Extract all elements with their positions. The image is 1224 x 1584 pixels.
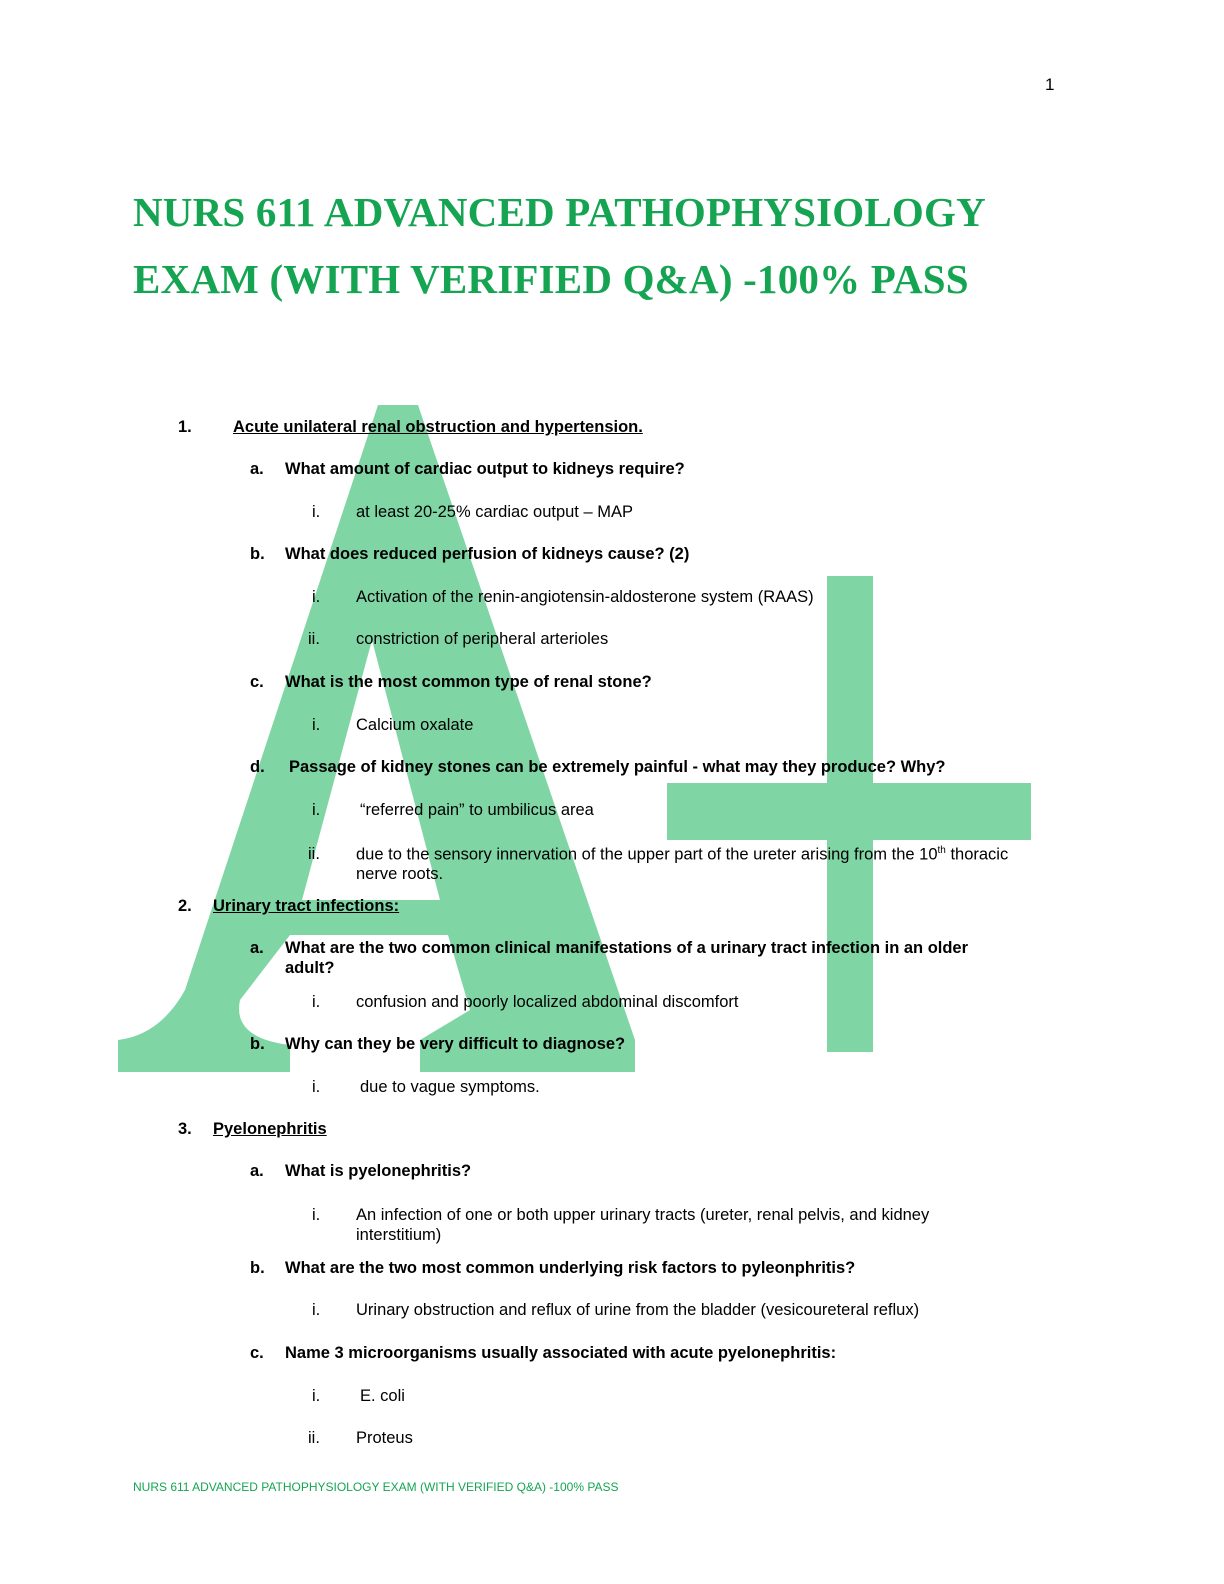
- answer-numeral: i.: [312, 1206, 321, 1224]
- answer-numeral: i.: [312, 503, 321, 521]
- page-number: 1: [1045, 75, 1055, 94]
- answer-text: Activation of the renin-angiotensin-aldosterone system (RAAS): [356, 588, 814, 606]
- answer-text: Calcium oxalate: [356, 716, 474, 734]
- answer-text: confusion and poorly localized abdominal discomfort: [356, 993, 739, 1011]
- section-heading: Urinary tract infections:: [213, 897, 400, 915]
- answer-numeral: i.: [312, 1078, 321, 1096]
- question-letter: a.: [250, 460, 264, 478]
- answer-text: at least 20-25% cardiac output – MAP: [356, 503, 633, 521]
- question-text: Name 3 microorganisms usually associated with acute pyelonephritis:: [285, 1344, 837, 1362]
- question-letter: c.: [250, 673, 264, 691]
- answer-text: constriction of peripheral arterioles: [356, 630, 609, 648]
- answer-text: E. coli: [360, 1387, 405, 1405]
- section-heading: Pyelonephritis: [213, 1120, 327, 1138]
- answer-text-continued: interstitium): [356, 1226, 442, 1244]
- answer-numeral: i.: [312, 993, 321, 1011]
- answer-text: An infection of one or both upper urinary tracts (ureter, renal pelvis, and kidney: [356, 1206, 930, 1224]
- answer-numeral: i.: [312, 1387, 321, 1405]
- document-title-line-1: NURS 611 ADVANCED PATHOPHYSIOLOGY: [133, 189, 986, 235]
- section-number: 3.: [178, 1120, 192, 1138]
- answer-text: due to the sensory innervation of the upper part of the ureter arising from the 10th thoracic: [356, 845, 1009, 864]
- question-text: What is the most common type of renal stone?: [285, 673, 652, 691]
- question-text: What is pyelonephritis?: [285, 1162, 472, 1180]
- answer-numeral: i.: [312, 801, 321, 819]
- question-letter: c.: [250, 1344, 264, 1362]
- question-text: Why can they be very difficult to diagnose?: [285, 1035, 626, 1053]
- answer-text: due to vague symptoms.: [360, 1078, 540, 1096]
- answer-numeral: i.: [312, 1301, 321, 1319]
- question-letter: a.: [250, 1162, 264, 1180]
- question-text: What are the two common clinical manifestations of a urinary tract infection in an older: [285, 939, 969, 957]
- question-text: What are the two most common underlying risk factors to pyleonphritis?: [285, 1259, 856, 1277]
- question-text: What amount of cardiac output to kidneys require?: [285, 460, 685, 478]
- question-letter: b.: [250, 1035, 265, 1053]
- question-text: Passage of kidney stones can be extremely painful - what may they produce? Why?: [289, 758, 946, 776]
- answer-text: “referred pain” to umbilicus area: [360, 801, 594, 819]
- page-footer: NURS 611 ADVANCED PATHOPHYSIOLOGY EXAM (WITH VERIFIED Q&A) -100% PASS: [133, 1480, 619, 1494]
- question-letter: d.: [250, 758, 265, 776]
- answer-numeral: i.: [312, 716, 321, 734]
- question-text-continued: adult?: [285, 959, 335, 977]
- answer-numeral: ii.: [308, 845, 320, 863]
- question-letter: b.: [250, 545, 265, 563]
- answer-numeral: ii.: [308, 630, 320, 648]
- document-title-line-2: EXAM (WITH VERIFIED Q&A) -100% PASS: [133, 256, 969, 302]
- answer-text-continued: nerve roots.: [356, 865, 444, 883]
- section-number: 1.: [178, 418, 192, 436]
- question-letter: a.: [250, 939, 264, 957]
- answer-numeral: ii.: [308, 1429, 320, 1447]
- section-heading: Acute unilateral renal obstruction and hypertension.: [233, 418, 643, 436]
- answer-text: Proteus: [356, 1429, 413, 1447]
- answer-text: Urinary obstruction and reflux of urine from the bladder (vesicoureteral reflux): [356, 1301, 920, 1319]
- question-text: What does reduced perfusion of kidneys cause? (2): [285, 545, 690, 563]
- section-number: 2.: [178, 897, 192, 915]
- question-letter: b.: [250, 1259, 265, 1277]
- answer-numeral: i.: [312, 588, 321, 606]
